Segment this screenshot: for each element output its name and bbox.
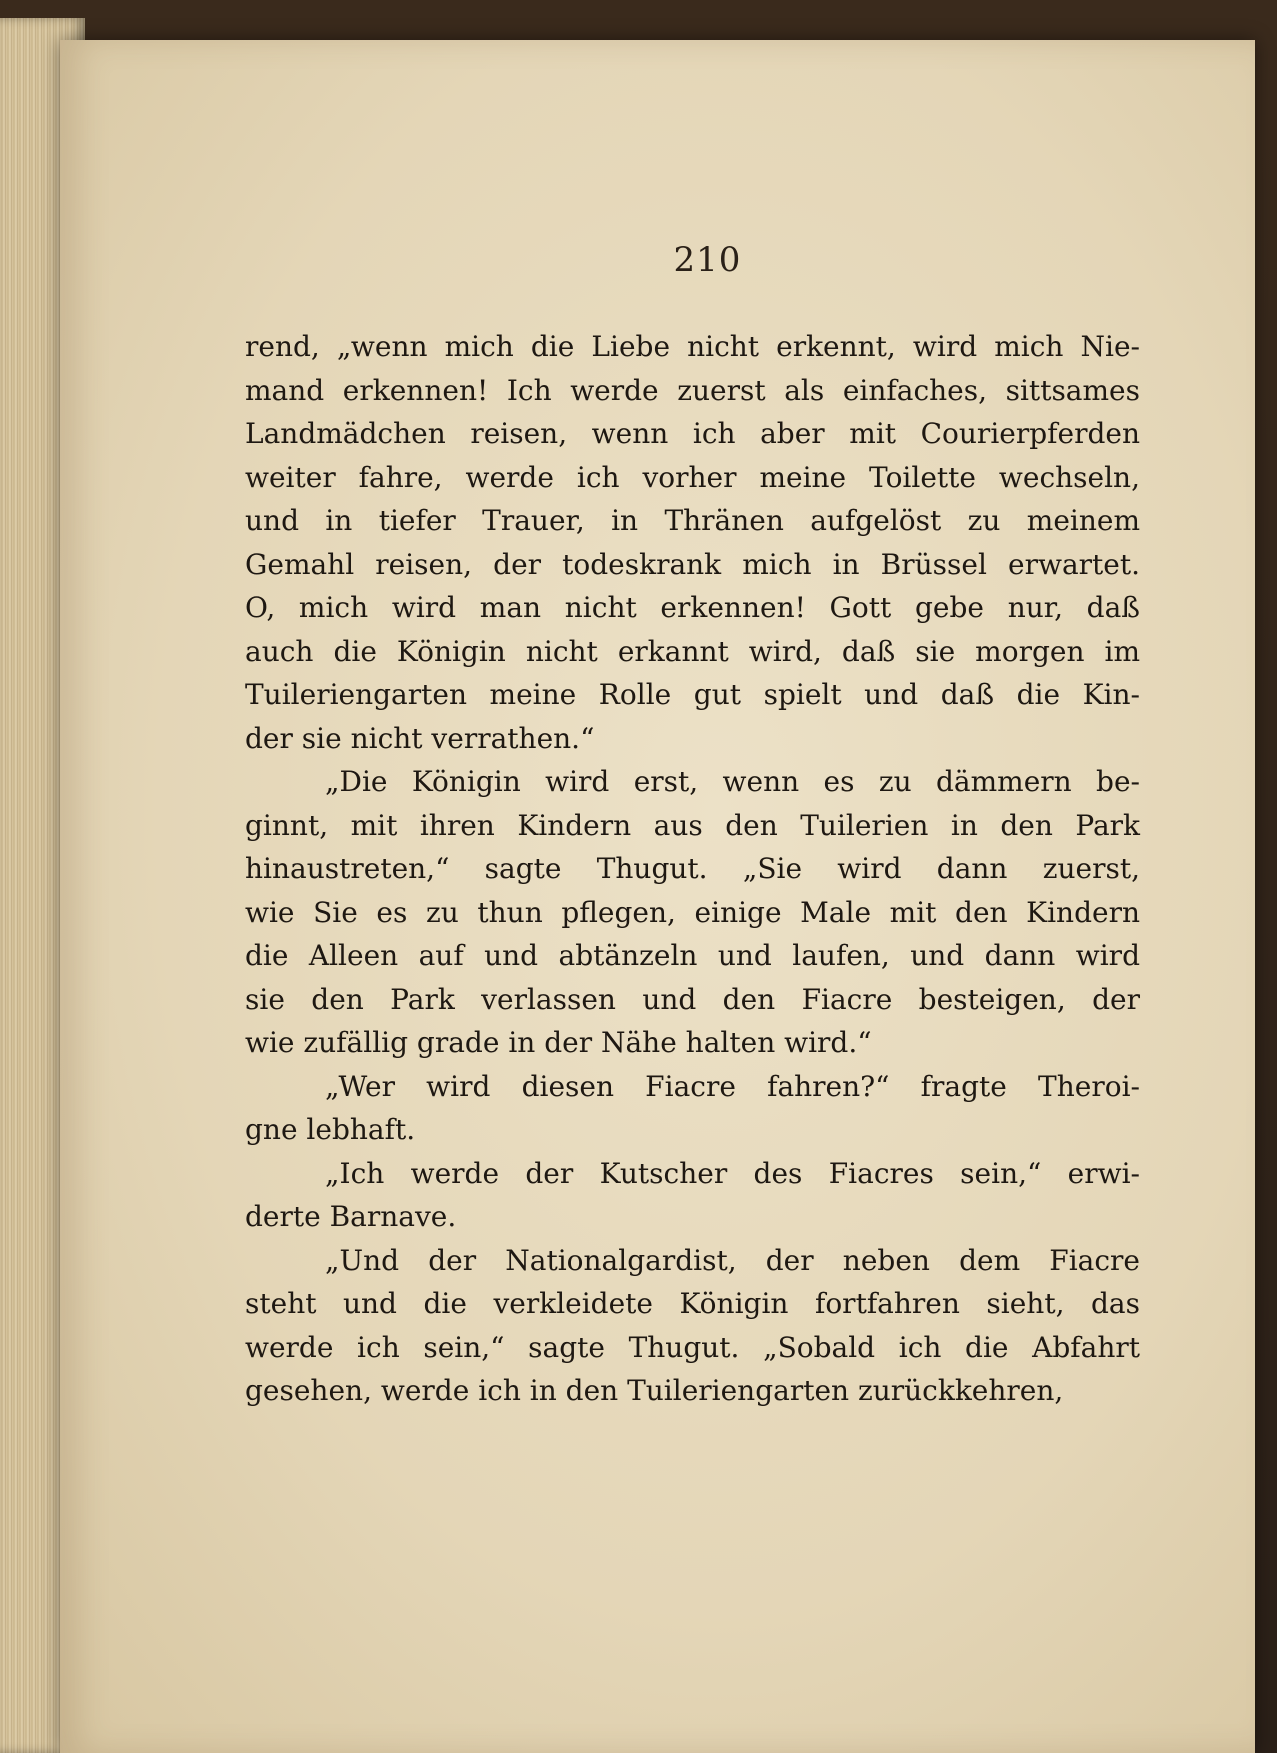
- text-line: [245, 586, 1140, 630]
- text-line: [245, 760, 1140, 804]
- line-text: werde ich sein,“ sagte Thugut. „Sobald ich die Abfahrt: [245, 1330, 1140, 1364]
- line-text: die Alleen auf und abtänzeln und laufen, und dann wird: [245, 939, 1140, 972]
- paragraph: [245, 1239, 1140, 1413]
- text-line: [245, 1369, 1140, 1413]
- line-text: derte Barnave.: [245, 1200, 457, 1233]
- text-line: [245, 412, 1140, 456]
- paragraph: [245, 760, 1140, 1065]
- line-text: „Ich werde der Kutscher des Fiacres sein,“ erwi-: [325, 1156, 1140, 1190]
- text-line: [245, 1282, 1140, 1326]
- text-line: [245, 1326, 1140, 1370]
- text-line: [245, 1021, 1140, 1065]
- line-text: weiter fahre, werde ich vorher meine Toilette wechseln,: [245, 460, 1140, 494]
- text-line: [245, 1065, 1140, 1109]
- text-line: [245, 1195, 1140, 1239]
- text-line: [245, 1239, 1140, 1283]
- line-text: der sie nicht verrathen.“: [245, 721, 595, 755]
- line-text: Gemahl reisen, der todeskrank mich in Brüssel erwartet.: [245, 547, 1140, 581]
- text-line: [245, 934, 1140, 978]
- line-text: rend, „wenn mich die Liebe nicht erkennt, wird mich Nie-: [245, 330, 1140, 363]
- line-text: sie den Park verlassen und den Fiacre besteigen, der: [245, 982, 1140, 1016]
- line-text: und in tiefer Trauer, in Thränen aufgelöst zu meinem: [245, 504, 1140, 537]
- line-text: Tuileriengarten meine Rolle gut spielt und daß die Kin-: [245, 678, 1140, 711]
- paragraph: [245, 1065, 1140, 1152]
- book-page: [60, 40, 1255, 1753]
- text-line: [245, 456, 1140, 500]
- text-line: [245, 717, 1140, 761]
- text-line: [245, 499, 1140, 543]
- line-text: steht und die verkleidete Königin fortfahren sieht, das: [245, 1287, 1140, 1320]
- line-text: auch die Königin nicht erkannt wird, daß sie morgen im: [245, 634, 1140, 668]
- line-text: ginnt, mit ihren Kindern aus den Tuilerien in den Park: [245, 808, 1140, 842]
- line-text: wie zufällig grade in der Nähe halten wird.“: [245, 1026, 872, 1059]
- line-text: hinaustreten,“ sagte Thugut. „Sie wird dann zuerst,: [245, 852, 1140, 885]
- text-line: [245, 804, 1140, 848]
- line-text: „Die Königin wird erst, wenn es zu dämmern be-: [325, 765, 1140, 798]
- line-text: „Und der Nationalgardist, der neben dem Fiacre: [325, 1243, 1140, 1277]
- line-text: mand erkennen! Ich werde zuerst als einfaches, sittsames: [245, 373, 1140, 407]
- text-line: [245, 325, 1140, 369]
- text-line: [245, 891, 1140, 935]
- line-text: O, mich wird man nicht erkennen! Gott gebe nur, daß: [245, 591, 1140, 624]
- text-line: [245, 673, 1140, 717]
- text-line: [245, 543, 1140, 587]
- line-text: „Wer wird diesen Fiacre fahren?“ fragte Theroi-: [325, 1069, 1140, 1103]
- line-text: wie Sie es zu thun pflegen, einige Male mit den Kindern: [245, 895, 1140, 929]
- text-line: [245, 1108, 1140, 1152]
- text-line: [245, 630, 1140, 674]
- text-line: [245, 369, 1140, 413]
- body-text: [245, 325, 1140, 1413]
- line-text: gne lebhaft.: [245, 1113, 416, 1146]
- paragraph: [245, 1152, 1140, 1239]
- text-line: [245, 978, 1140, 1022]
- paragraph: [245, 325, 1140, 760]
- text-line: [245, 1152, 1140, 1196]
- text-line: [245, 847, 1140, 891]
- line-text: gesehen, werde ich in den Tuileriengarten zurückkehren,: [245, 1374, 1064, 1407]
- line-text: Landmädchen reisen, wenn ich aber mit Courierpferden: [245, 417, 1140, 450]
- page-number: 210: [673, 240, 742, 280]
